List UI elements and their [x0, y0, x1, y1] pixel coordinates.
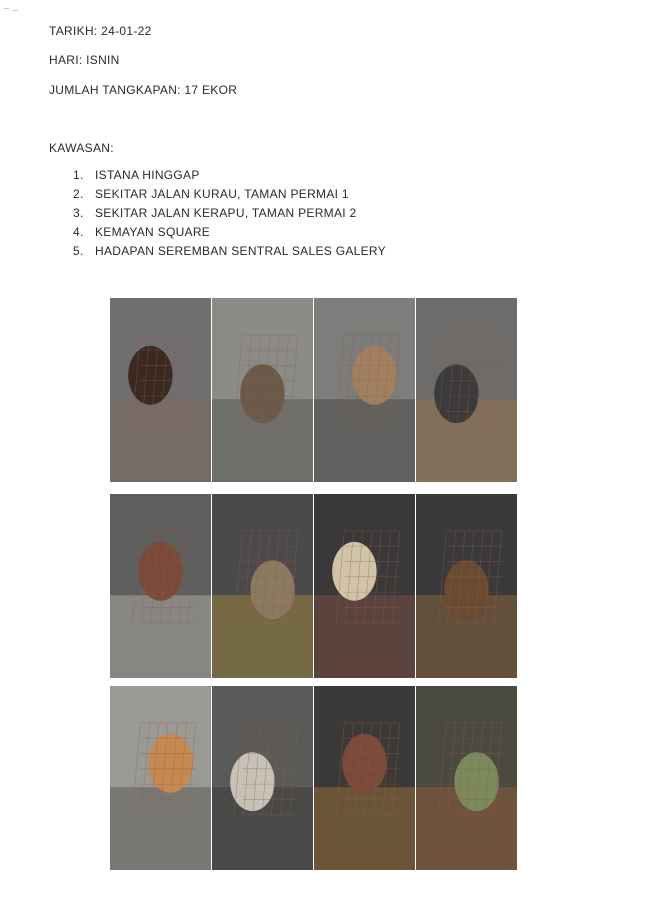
photo-brown-dog-on-grass	[416, 686, 517, 870]
area-heading: KAWASAN:	[49, 141, 114, 155]
area-item	[49, 244, 386, 263]
area-name: HADAPAN SEREMBAN SENTRAL SALES GALERY	[95, 244, 386, 258]
area-number: 4.	[73, 225, 84, 239]
photo-officer-holding-puppy	[314, 298, 415, 482]
area-item	[49, 206, 386, 225]
area-list	[49, 168, 386, 263]
photo-officer-with-catch-pole	[110, 686, 211, 870]
area-item	[49, 225, 386, 244]
photo-dog-netted-near-drain-grate	[314, 686, 415, 870]
photo-white-dog-in-net-parking	[110, 494, 211, 678]
area-name: SEKITAR JALAN KERAPU, TAMAN PERMAI 2	[95, 206, 357, 220]
photo-net-on-asphalt-close-up	[314, 494, 415, 678]
area-item	[49, 168, 386, 187]
photo-dog-on-yellow-box-marking	[212, 494, 313, 678]
day-line: HARI: ISNIN	[49, 53, 120, 67]
area-number: 5.	[73, 244, 84, 258]
area-item	[49, 187, 386, 206]
area-number: 2.	[73, 187, 84, 201]
area-name: KEMAYAN SQUARE	[95, 225, 211, 239]
catch-total-line: JUMLAH TANGKAPAN: 17 EKOR	[49, 83, 238, 97]
area-name: SEKITAR JALAN KURAU, TAMAN PERMAI 1	[95, 187, 349, 201]
photo-officer-carrying-dog	[212, 298, 313, 482]
area-name: ISTANA HINGGAP	[95, 168, 200, 182]
photo-brown-dog-in-net	[416, 494, 517, 678]
photo-dog-under-net-by-drain	[416, 298, 517, 482]
area-number: 3.	[73, 206, 84, 220]
photo-dog-caught-in-net-roadside	[110, 298, 211, 482]
scan-artifact	[4, 8, 20, 12]
photo-dogs-in-cage-truck	[212, 686, 313, 870]
area-number: 1.	[73, 168, 84, 182]
date-line: TARIKH: 24-01-22	[49, 24, 152, 38]
photo-grid	[110, 298, 518, 870]
photo-collage	[110, 298, 518, 870]
